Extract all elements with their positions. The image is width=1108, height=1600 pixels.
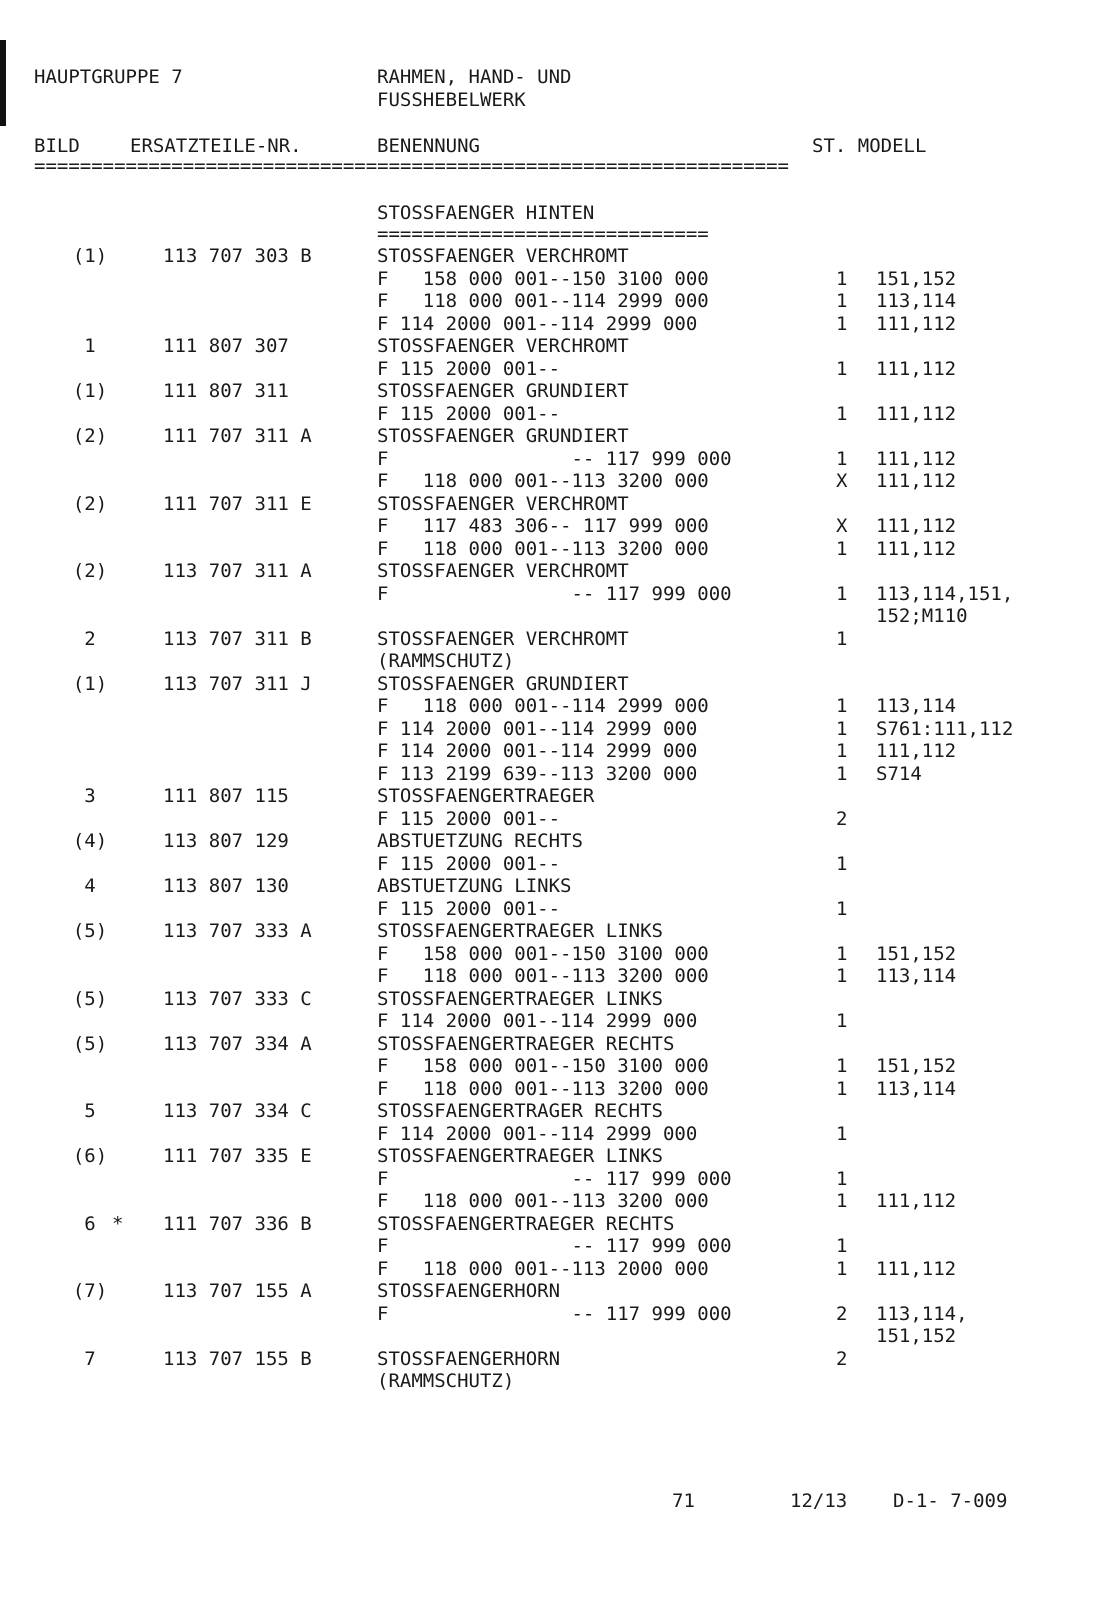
model: 113,114 [876, 695, 957, 717]
part-number: 113 807 130 [163, 875, 289, 897]
part-number: 113 707 155 B [163, 1348, 312, 1370]
model: 113,114, [876, 1303, 968, 1325]
part-name: F 115 2000 001-- [377, 358, 561, 380]
section-title: STOSSFAENGER HINTEN [377, 202, 595, 224]
quantity: 1 [836, 313, 848, 335]
part-name: (RAMMSCHUTZ) [377, 1370, 515, 1392]
quantity: 1 [836, 1258, 848, 1280]
part-name: F -- 117 999 000 [377, 448, 732, 470]
quantity: 1 [836, 538, 848, 560]
bild-number: (4) [72, 830, 108, 852]
footer-page-number: 71 [672, 1490, 695, 1512]
part-number: 111 707 311 E [163, 493, 312, 515]
group-title-line1: RAHMEN, HAND- UND [377, 66, 572, 88]
part-name: F 118 000 001--113 2000 000 [377, 1258, 709, 1280]
quantity: 1 [836, 1010, 848, 1032]
model: 111,112 [876, 538, 957, 560]
model: 151,152 [876, 943, 957, 965]
part-number: 113 707 311 A [163, 560, 312, 582]
model: 111,112 [876, 448, 957, 470]
group-title-line2: FUSSHEBELWERK [377, 89, 526, 111]
part-name: F -- 117 999 000 [377, 1303, 732, 1325]
part-name: STOSSFAENGER GRUNDIERT [377, 425, 629, 447]
part-name: STOSSFAENGER GRUNDIERT [377, 673, 629, 695]
model: 113,114,151, [876, 583, 1014, 605]
part-name: F 118 000 001--114 2999 000 [377, 695, 709, 717]
part-name: F 115 2000 001-- [377, 403, 561, 425]
bild-number: (1) [72, 673, 108, 695]
model: 111,112 [876, 1258, 957, 1280]
model: 111,112 [876, 1190, 957, 1212]
part-name: F 115 2000 001-- [377, 808, 561, 830]
bild-number: (2) [72, 560, 108, 582]
part-name: F 118 000 001--114 2999 000 [377, 290, 709, 312]
part-name: STOSSFAENGERTRAEGER LINKS [377, 1145, 663, 1167]
quantity: 1 [836, 583, 848, 605]
bild-number: (7) [72, 1280, 108, 1302]
quantity: 1 [836, 1168, 848, 1190]
part-number: 113 707 333 A [163, 920, 312, 942]
quantity: 1 [836, 853, 848, 875]
part-name: F 117 483 306-- 117 999 000 [377, 515, 709, 537]
column-header-bild: BILD [34, 135, 80, 157]
model: 152;M110 [876, 605, 968, 627]
quantity: 1 [836, 628, 848, 650]
bild-number: (1) [72, 380, 108, 402]
part-name: F 115 2000 001-- [377, 853, 561, 875]
part-name: (RAMMSCHUTZ) [377, 650, 515, 672]
quantity: 1 [836, 358, 848, 380]
part-name: STOSSFAENGERTRAEGER RECHTS [377, 1033, 675, 1055]
part-name: F -- 117 999 000 [377, 1235, 732, 1257]
quantity: 1 [836, 763, 848, 785]
part-name: STOSSFAENGERTRAEGER [377, 785, 595, 807]
model: 111,112 [876, 403, 957, 425]
part-number: 113 707 155 A [163, 1280, 312, 1302]
bild-number: (2) [72, 493, 108, 515]
part-name: ABSTUETZUNG LINKS [377, 875, 572, 897]
column-header-name: BENENNUNG [377, 135, 480, 157]
bild-number: (5) [72, 988, 108, 1010]
model: 111,112 [876, 470, 957, 492]
bild-number: 7 [84, 1348, 96, 1370]
part-name: F 114 2000 001--114 2999 000 [377, 1010, 698, 1032]
part-name: STOSSFAENGERHORN [377, 1348, 561, 1370]
part-name: F -- 117 999 000 [377, 583, 732, 605]
quantity: 1 [836, 268, 848, 290]
quantity: 1 [836, 448, 848, 470]
model: 111,112 [876, 515, 957, 537]
part-name: F 114 2000 001--114 2999 000 [377, 313, 698, 335]
model: 113,114 [876, 290, 957, 312]
bild-number: 6 [84, 1213, 96, 1235]
part-name: F 114 2000 001--114 2999 000 [377, 718, 698, 740]
part-name: F 158 000 001--150 3100 000 [377, 943, 709, 965]
part-number: 113 707 334 C [163, 1100, 312, 1122]
quantity: 1 [836, 1123, 848, 1145]
part-name: ABSTUETZUNG RECHTS [377, 830, 583, 852]
binding-bar [0, 40, 6, 126]
part-number: 113 707 311 J [163, 673, 312, 695]
model: 111,112 [876, 313, 957, 335]
quantity: 1 [836, 1190, 848, 1212]
model: 151,152 [876, 1325, 957, 1347]
quantity: 1 [836, 943, 848, 965]
part-name: STOSSFAENGERTRAEGER LINKS [377, 920, 663, 942]
quantity: 1 [836, 1055, 848, 1077]
part-name: F 114 2000 001--114 2999 000 [377, 1123, 698, 1145]
quantity: X [836, 470, 848, 492]
part-name: STOSSFAENGER VERCHROMT [377, 335, 629, 357]
part-number: 111 707 336 B [163, 1213, 312, 1235]
model: 111,112 [876, 740, 957, 762]
part-name: STOSSFAENGERTRAEGER RECHTS [377, 1213, 675, 1235]
part-name: STOSSFAENGER VERCHROMT [377, 628, 629, 650]
part-number: 111 807 311 [163, 380, 289, 402]
footer-date: 12/13 [790, 1490, 848, 1512]
bild-number: (5) [72, 1033, 108, 1055]
model: 113,114 [876, 965, 957, 987]
bild-number: (1) [72, 245, 108, 267]
part-name: F 118 000 001--113 3200 000 [377, 1078, 709, 1100]
part-name: F 113 2199 639--113 3200 000 [377, 763, 698, 785]
model: 111,112 [876, 358, 957, 380]
part-number: 111 707 311 A [163, 425, 312, 447]
part-name: F 118 000 001--113 3200 000 [377, 470, 709, 492]
part-name: F 158 000 001--150 3100 000 [377, 1055, 709, 1077]
part-number: 113 707 311 B [163, 628, 312, 650]
quantity: 1 [836, 718, 848, 740]
quantity: 1 [836, 290, 848, 312]
part-name: STOSSFAENGERHORN [377, 1280, 561, 1302]
bild-number: 5 [84, 1100, 96, 1122]
part-name: STOSSFAENGER VERCHROMT [377, 493, 629, 515]
part-number: 113 707 333 C [163, 988, 312, 1010]
quantity: 1 [836, 740, 848, 762]
bild-number: (2) [72, 425, 108, 447]
part-name: STOSSFAENGERTRAGER RECHTS [377, 1100, 663, 1122]
quantity: 1 [836, 1078, 848, 1100]
part-name: F 115 2000 001-- [377, 898, 561, 920]
model: 151,152 [876, 1055, 957, 1077]
part-number: 111 807 307 [163, 335, 289, 357]
footer-code: D-1- 7-009 [893, 1490, 1008, 1512]
part-name: F 118 000 001--113 3200 000 [377, 1190, 709, 1212]
model: 113,114 [876, 1078, 957, 1100]
section-rule: ============================= [377, 223, 709, 245]
header-double-rule: ================================================================== [34, 155, 789, 177]
part-name: STOSSFAENGER VERCHROMT [377, 560, 629, 582]
part-number: 111 707 335 E [163, 1145, 312, 1167]
group-label: HAUPTGRUPPE 7 [34, 66, 183, 88]
bild-number: 4 [84, 875, 96, 897]
quantity: 2 [836, 808, 848, 830]
part-name: STOSSFAENGER GRUNDIERT [377, 380, 629, 402]
part-name: F -- 117 999 000 [377, 1168, 732, 1190]
part-name: F 158 000 001--150 3100 000 [377, 268, 709, 290]
quantity: 2 [836, 1348, 848, 1370]
quantity: 1 [836, 403, 848, 425]
part-name: F 114 2000 001--114 2999 000 [377, 740, 698, 762]
quantity: X [836, 515, 848, 537]
quantity: 2 [836, 1303, 848, 1325]
model: 151,152 [876, 268, 957, 290]
column-header-qty-model: ST. MODELL [812, 135, 927, 157]
bild-number: 3 [84, 785, 96, 807]
bild-number: (6) [72, 1145, 108, 1167]
part-name: STOSSFAENGERTRAEGER LINKS [377, 988, 663, 1010]
quantity: 1 [836, 965, 848, 987]
bild-number: 1 [84, 335, 96, 357]
part-name: F 118 000 001--113 3200 000 [377, 965, 709, 987]
model: S761:111,112 [876, 718, 1014, 740]
quantity: 1 [836, 898, 848, 920]
quantity: 1 [836, 1235, 848, 1257]
model: S714 [876, 763, 922, 785]
bild-number: (5) [72, 920, 108, 942]
part-number: 111 807 115 [163, 785, 289, 807]
bild-number: 2 [84, 628, 96, 650]
part-number: 113 807 129 [163, 830, 289, 852]
part-number: 113 707 334 A [163, 1033, 312, 1055]
new-part-marker: * [112, 1213, 124, 1235]
quantity: 1 [836, 695, 848, 717]
part-name: STOSSFAENGER VERCHROMT [377, 245, 629, 267]
column-header-part-number: ERSATZTEILE-NR. [130, 135, 302, 157]
part-number: 113 707 303 B [163, 245, 312, 267]
part-name: F 118 000 001--113 3200 000 [377, 538, 709, 560]
